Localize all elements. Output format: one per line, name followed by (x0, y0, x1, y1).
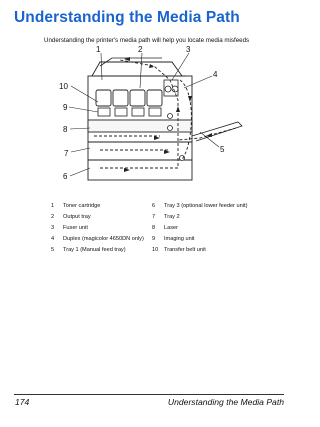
callout-8: 8 (63, 125, 68, 134)
legend-row (51, 214, 254, 225)
legend-table (51, 203, 254, 258)
legend-label: Imaging unit (164, 236, 195, 242)
callout-5: 5 (220, 145, 225, 154)
legend-number: 4 (51, 236, 55, 242)
legend-row (51, 236, 254, 247)
legend-row (51, 203, 254, 214)
legend-number: 2 (51, 214, 55, 220)
legend-label: Tray 3 (optional lower feeder unit) (164, 203, 248, 209)
legend-label: Output tray (63, 214, 91, 220)
imaging-units (98, 108, 161, 116)
callout-10: 10 (59, 82, 68, 91)
legend-number: 6 (152, 203, 156, 209)
legend-label: Duplex (magicolor 4650DN only) (63, 236, 144, 242)
page-title: Understanding the Media Path (14, 9, 240, 26)
legend-number: 8 (152, 225, 156, 231)
legend-number: 10 (152, 247, 159, 253)
legend-row (51, 247, 254, 258)
callout-7: 7 (64, 149, 69, 158)
legend-label: Laser (164, 225, 178, 231)
legend-label: Toner cartridge (63, 203, 101, 209)
callout-1: 1 (96, 45, 101, 54)
footer-divider (14, 394, 284, 395)
media-path-diagram (0, 40, 300, 190)
toner-cartridges (96, 90, 162, 106)
legend-label: Transfer belt unit (164, 247, 206, 253)
page-number: 174 (15, 397, 30, 407)
legend-number: 5 (51, 247, 55, 253)
legend-label: Tray 1 (Manual feed tray) (63, 247, 126, 253)
legend-label: Tray 2 (164, 214, 180, 220)
intro-text: Understanding the printer's media path will help you locate media misfeeds (44, 37, 250, 44)
legend-number: 1 (51, 203, 55, 209)
callout-9: 9 (63, 103, 68, 112)
callout-4: 4 (213, 70, 218, 79)
legend-number: 3 (51, 225, 55, 231)
legend-row (51, 225, 254, 236)
legend-number: 7 (152, 214, 156, 220)
callout-6: 6 (63, 172, 68, 181)
callout-2: 2 (138, 45, 143, 54)
legend-label: Fuser unit (63, 225, 88, 231)
legend-number: 9 (152, 236, 156, 242)
callout-3: 3 (186, 45, 191, 54)
footer-section-title: Understanding the Media Path (167, 397, 284, 407)
